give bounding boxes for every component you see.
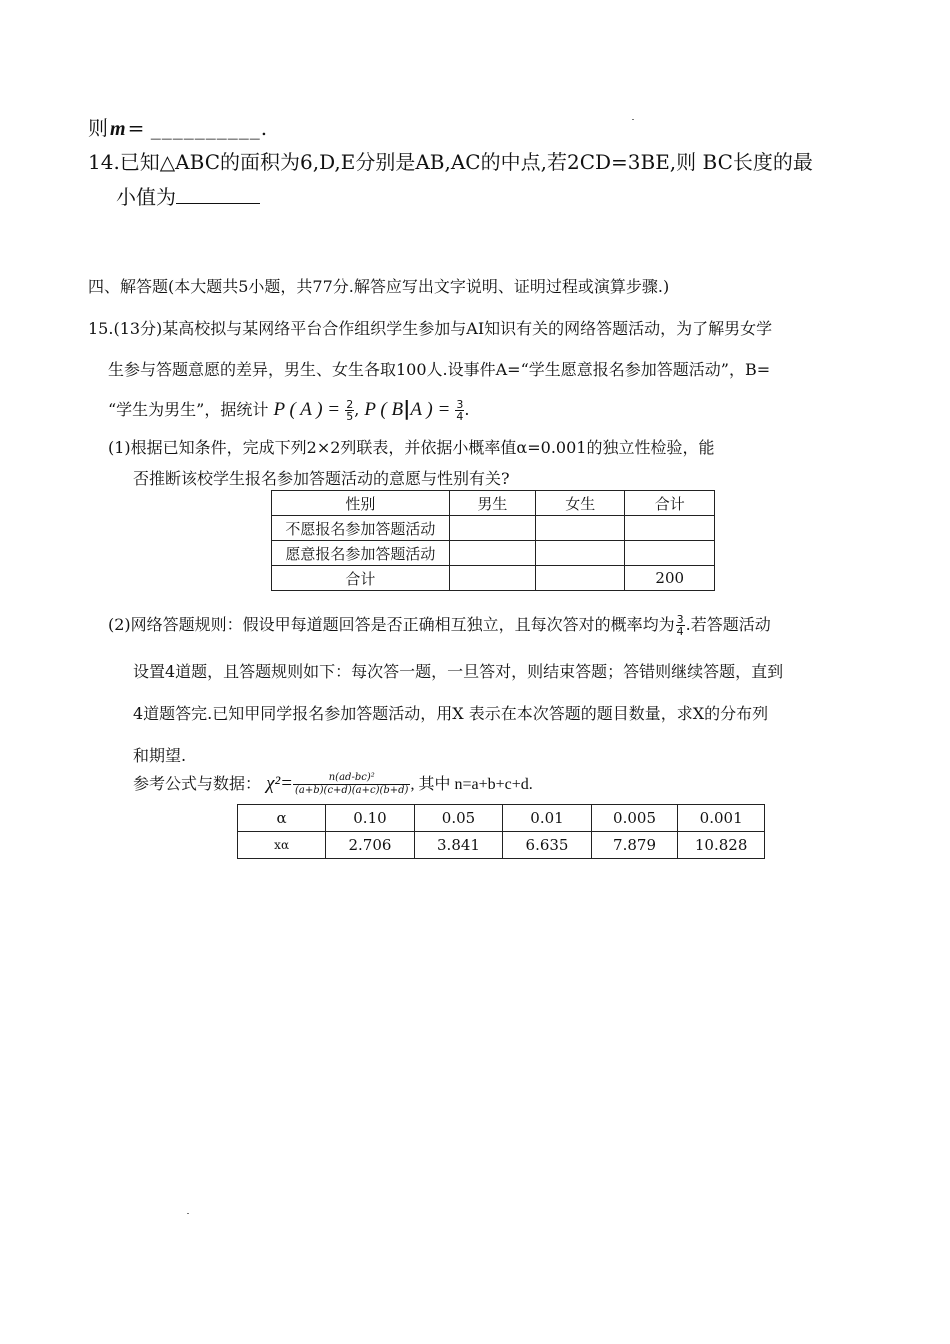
q13-answer-line	[88, 112, 267, 141]
q13-eq: =	[127, 116, 145, 140]
q13-end: .	[260, 116, 268, 140]
prob-a-fraction	[345, 399, 354, 422]
q15-line3	[108, 396, 470, 422]
table-row	[272, 516, 715, 541]
stray-mark-top	[632, 119, 634, 120]
table-header-cell: 男生	[449, 491, 535, 516]
stray-mark-bottom	[187, 1213, 189, 1214]
table-cell: α	[238, 805, 326, 832]
table-cell: 0.01	[503, 805, 592, 832]
table-header-cell: 合计	[625, 491, 715, 516]
q15-line2: 生参与答题意愿的差异，男生、女生各取100人.设事件A=“学生愿意报名参加答题活动”，B=	[108, 360, 771, 379]
table-cell: 不愿报名参加答题活动	[272, 516, 450, 541]
part2-line1	[108, 612, 771, 637]
table-row	[238, 805, 765, 832]
table-cell: 合计	[272, 566, 450, 591]
part2-frac-num: 3	[676, 613, 684, 626]
prob-a-den: 5	[346, 410, 354, 423]
table-header-cell: 女生	[536, 491, 625, 516]
chi-square-num: n(ad-bc)²	[293, 772, 410, 785]
reference-formula	[133, 771, 533, 797]
part2-line3: 4道题答完.已知甲同学报名参加答题活动，用X 表示在本次答题的题目数量，求X的分布列	[133, 704, 769, 723]
reference-prefix: 参考公式与数据：	[133, 774, 262, 793]
prob-ba-num: 3	[456, 398, 464, 411]
q13-prefix: 则	[88, 116, 108, 140]
table-cell[interactable]	[625, 516, 715, 541]
part2-line2: 设置4道题，且答题规则如下：每次答一题，一旦答对，则结束答题；答错则继续答题，直到	[133, 662, 784, 681]
section-heading: 四、解答题(本大题共5小题，共77分.解答应写出文字说明、证明过程或演算步骤.)	[88, 277, 670, 296]
table-cell: 2.706	[326, 832, 415, 859]
table-cell: 7.879	[591, 832, 678, 859]
part1-line2: 否推断该校学生报名参加答题活动的意愿与性别有关?	[133, 469, 510, 488]
table-cell: 10.828	[678, 832, 765, 859]
chi-square-symbol: χ²=	[266, 773, 293, 794]
table-cell[interactable]	[449, 541, 535, 566]
prob-ba-den: 4	[456, 410, 464, 423]
table-row	[238, 832, 765, 859]
table-row	[272, 541, 715, 566]
table-cell: 6.635	[503, 832, 592, 859]
table-cell[interactable]	[625, 541, 715, 566]
q14-answer-blank[interactable]	[176, 185, 260, 204]
q13-blank[interactable]: __________	[150, 116, 261, 140]
chi-square-fraction	[293, 772, 410, 797]
table-cell: 0.001	[678, 805, 765, 832]
table-cell[interactable]	[449, 516, 535, 541]
part2-fraction	[676, 614, 685, 637]
prob-a-num: 2	[346, 398, 354, 411]
table-cell[interactable]	[536, 541, 625, 566]
table-cell[interactable]	[536, 566, 625, 591]
contingency-table	[271, 490, 715, 591]
table-cell: 3.841	[414, 832, 503, 859]
table-cell: 200	[625, 566, 715, 591]
q15-line1: 15.(13分)某高校拟与某网络平台合作组织学生参加与AI知识有关的网络答题活动，为了解男女学	[88, 319, 773, 338]
part1-line1: (1)根据已知条件，完成下列2×2列联表，并依据小概率值α=0.001的独立性检验，能	[108, 438, 715, 457]
q13-var: m	[110, 118, 126, 140]
table-header-cell: 性别	[272, 491, 450, 516]
prob-ba-label: P ( B	[364, 399, 404, 420]
table-cell[interactable]	[449, 566, 535, 591]
table-row	[272, 566, 715, 591]
table-cell: 0.005	[591, 805, 678, 832]
q14-line2	[116, 181, 260, 210]
prob-ba-cond: A ) =	[410, 399, 451, 420]
table-cell: 0.05	[414, 805, 503, 832]
table-row	[272, 491, 715, 516]
prob-separator: ,	[354, 400, 360, 419]
part2-line1-suffix: .若答题活动	[685, 615, 771, 634]
prob-a-label: P ( A ) =	[273, 399, 341, 420]
table-cell: 愿意报名参加答题活动	[272, 541, 450, 566]
q14-line1: 14.已知△ABC的面积为6,D,E分别是AB,AC的中点,若2CD=3BE,则 BC长度的最	[88, 150, 813, 174]
q15-line3-end: .	[464, 400, 470, 419]
chi-square-den: (a+b)(c+d)(a+c)(b+d)	[295, 785, 409, 796]
part2-frac-den: 4	[676, 625, 684, 638]
table-cell[interactable]	[536, 516, 625, 541]
part2-line4: 和期望.	[133, 746, 187, 765]
q15-line3-prefix: “学生为男生”，据统计	[108, 400, 269, 419]
table-cell: xα	[238, 832, 326, 859]
part2-line1-prefix: (2)网络答题规则：假设甲每道题回答是否正确相互独立，且每次答对的概率均为	[108, 615, 675, 634]
q14-line2-text: 小值为	[116, 185, 176, 209]
table-cell: 0.10	[326, 805, 415, 832]
critical-values-table	[237, 804, 765, 859]
reference-suffix: , 其中 n=a+b+c+d.	[410, 776, 533, 793]
prob-ba-bar: |	[403, 396, 411, 420]
